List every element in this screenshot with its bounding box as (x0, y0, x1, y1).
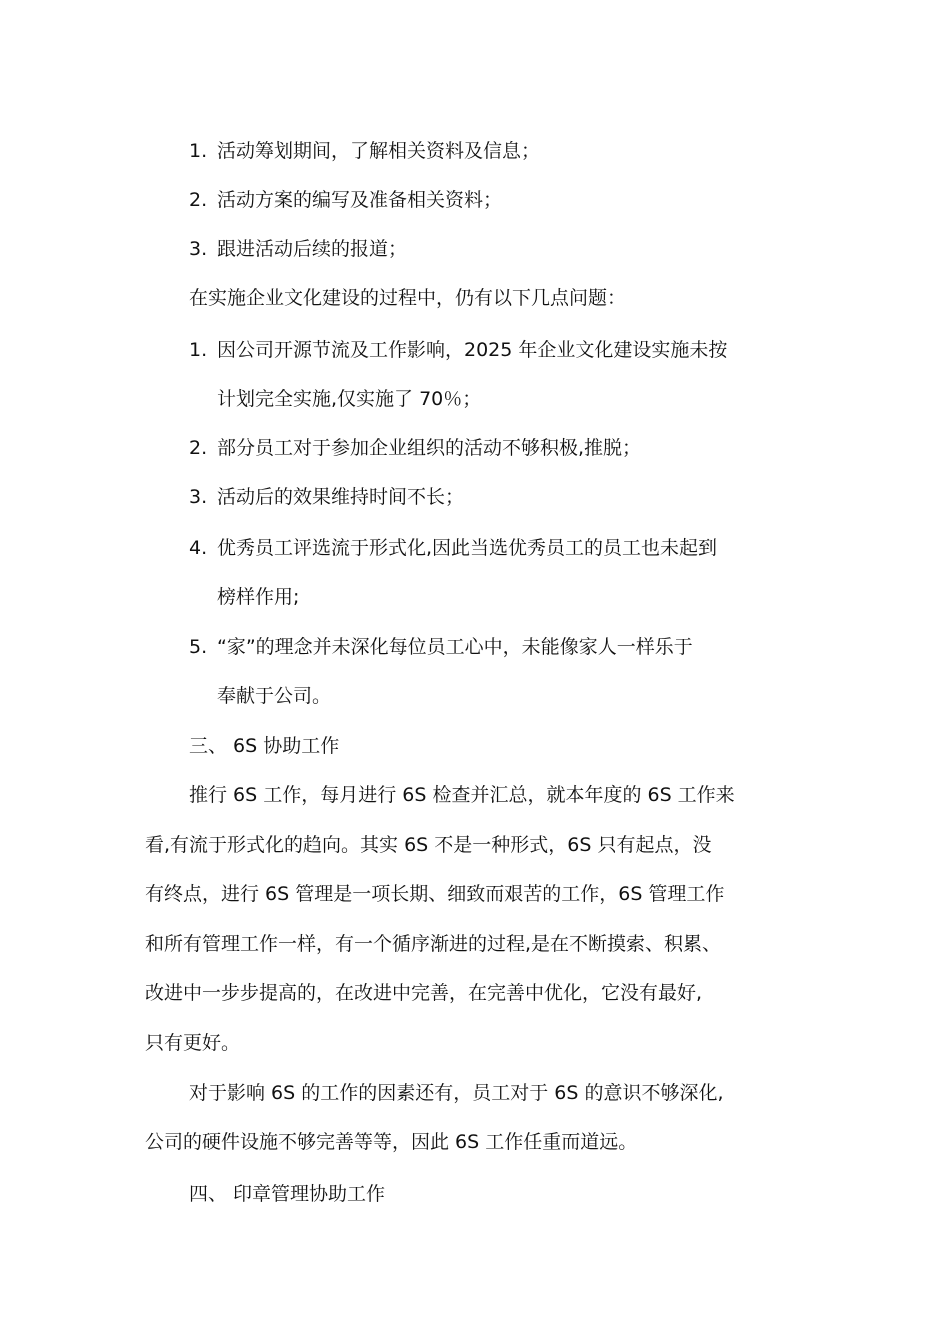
list-item-line: 活动后的效果维持时间不长； (217, 486, 465, 508)
list-number: 3. (189, 486, 208, 508)
list-number: 2. (189, 437, 208, 459)
list-item: 跟进活动后续的报道； (217, 238, 408, 260)
list-number: 5. (189, 636, 208, 658)
paragraph-line: 有终点，进行 6S 管理是一项长期、细致而艰苦的工作，6S 管理工作 (145, 883, 725, 905)
list-item-line: 因公司开源节流及工作影响，2025 年企业文化建设实施未按 (217, 339, 728, 361)
section-heading: 三、 6S 协助工作 (189, 735, 340, 757)
paragraph-line: 看,有流于形式化的趋向。其实 6S 不是一种形式，6S 只有起点，没 (145, 834, 712, 856)
paragraph-line: 只有更好。 (145, 1032, 241, 1054)
list-number: 2. (189, 189, 208, 211)
list-item-line: 计划完全实施,仅实施了 70％； (217, 388, 482, 410)
list-item-line: 部分员工对于参加企业组织的活动不够积极,推脱； (217, 437, 642, 459)
paragraph-line: 对于影响 6S 的工作的因素还有，员工对于 6S 的意识不够深化, (189, 1082, 724, 1104)
paragraph-line: 公司的硬件设施不够完善等等，因此 6S 工作任重而道远。 (145, 1131, 638, 1153)
list-number: 4. (189, 537, 208, 559)
list-item-line: 优秀员工评选流于形式化,因此当选优秀员工的员工也未起到 (217, 537, 718, 559)
list-number: 1. (189, 339, 208, 361)
list-item: 活动筹划期间，了解相关资料及信息； (217, 140, 541, 162)
list-item-line: 奉献于公司。 (217, 685, 332, 707)
list-item-line: 榜样作用; (217, 586, 300, 608)
list-item-line: “家”的理念并未深化每位员工心中，未能像家人一样乐于 (217, 636, 693, 658)
section-heading: 四、 印章管理协助工作 (189, 1183, 386, 1205)
list-number: 3. (189, 238, 208, 260)
paragraph-line: 改进中一步步提高的，在改进中完善，在完善中优化，它没有最好, (145, 982, 703, 1004)
intro-paragraph: 在实施企业文化建设的过程中，仍有以下几点问题： (189, 287, 627, 309)
paragraph-line: 和所有管理工作一样，有一个循序渐进的过程,是在不断摸索、积累、 (145, 933, 722, 955)
list-number: 1. (189, 140, 208, 162)
list-item: 活动方案的编写及准备相关资料； (217, 189, 503, 211)
paragraph-line: 推行 6S 工作，每月进行 6S 检查并汇总，就本年度的 6S 工作来 (189, 784, 735, 806)
